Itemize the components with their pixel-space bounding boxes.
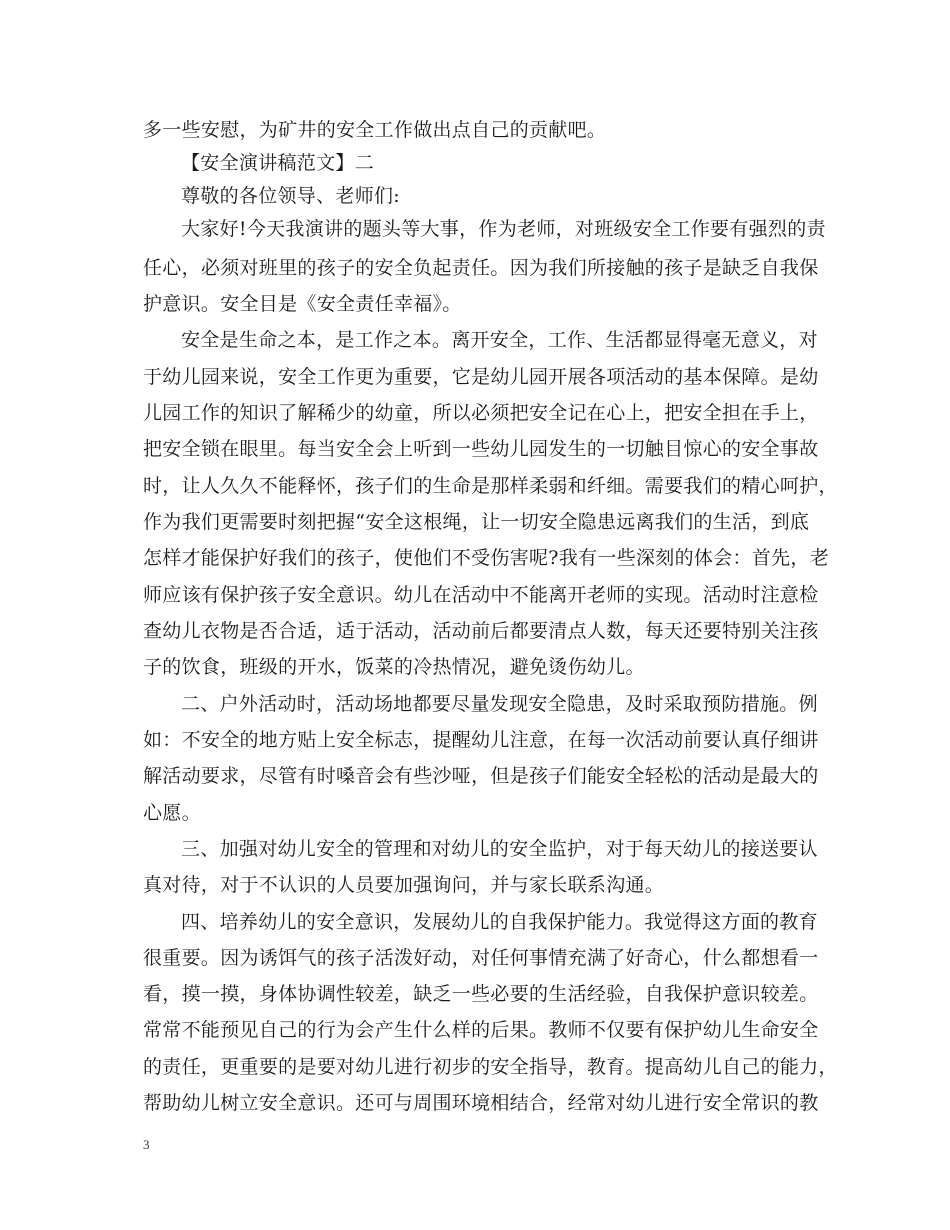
- text-line: 心愿。: [143, 802, 201, 824]
- text-line: 真对待，对于不认识的人员要加强询问，并与家长联系沟通。: [143, 874, 665, 896]
- text-line: 任心，必须对班里的孩子的安全负起责任。因为我们所接触的孩子是缺乏自我保: [143, 257, 819, 279]
- text-line: 的责任，更重要的是要对幼儿进行初步的安全指导，教育。提高幼儿自己的能力，: [143, 1056, 838, 1078]
- text-line: 帮助幼儿树立安全意识。还可与周围环境相结合，经常对幼儿进行安全常识的教: [143, 1092, 819, 1114]
- text-line: 查幼儿衣物是否合适，适于活动，活动前后都要清点人数，每天还要特别关注孩: [143, 620, 819, 642]
- text-line: 二、户外活动时，活动场地都要尽量发现安全隐患，及时采取预防措施。例: [181, 693, 818, 715]
- text-line: 儿园工作的知识了解稀少的幼童，所以必须把安全记在心上，把安全担在手上，: [143, 402, 819, 424]
- salutation: 尊敬的各位领导、老师们:: [181, 185, 401, 207]
- text-line: 怎样才能保护好我们的孩子，使他们不受伤害呢?我有一些深刻的体会：首先，老: [143, 547, 829, 569]
- text-line: 大家好!今天我演讲的题头等大事，作为老师，对班级安全工作要有强烈的责: [181, 218, 826, 240]
- text-line: 把安全锁在眼里。每当安全会上听到一些幼儿园发生的一切触目惊心的安全事故: [143, 438, 819, 460]
- text-line: 护意识。安全目是《安全责任幸福》。: [143, 293, 462, 315]
- text-line: 解活动要求，尽管有时嗓音会有些沙哑，但是孩子们能安全轻松的活动是最大的: [143, 765, 819, 787]
- text-line: 看，摸一摸，身体协调性较差，缺乏一些必要的生活经验，自我保护意识较差。: [143, 983, 819, 1005]
- section-heading: 【安全演讲稿范文】二: [181, 152, 375, 174]
- text-line: 多一些安慰，为矿井的安全工作做出点自己的贡献吧。: [143, 119, 607, 141]
- text-line: 常常不能预见自己的行为会产生什么样的后果。教师不仅要有保护幼儿生命安全: [143, 1019, 819, 1041]
- text-line: 作为我们更需要时刻把握“安全这根绳，让一切安全隐患远离我们的生活，到底: [143, 511, 810, 533]
- text-line: 师应该有保护孩子安全意识。幼儿在活动中不能离开老师的实现。活动时注意检: [143, 584, 819, 606]
- text-line: 四、培养幼儿的安全意识，发展幼儿的自我保护能力。我觉得这方面的教育: [181, 911, 818, 933]
- text-line: 如：不安全的地方贴上安全标志，提醒幼儿注意，在每一次活动前要认真仔细讲: [143, 729, 819, 751]
- text-line: 子的饮食，班级的开水，饭菜的冷热情况，避免烫伤幼儿。: [143, 656, 645, 678]
- page-number: 3: [143, 1137, 150, 1152]
- text-line: 很重要。因为诱饵气的孩子活泼好动，对任何事情充满了好奇心，什么都想看一: [143, 947, 819, 969]
- text-line: 于幼儿园来说，安全工作更为重要，它是幼儿园开展各项活动的基本保障。是幼: [143, 366, 819, 388]
- text-line: 三、加强对幼儿安全的管理和对幼儿的安全监护，对于每天幼儿的接送要认: [181, 838, 818, 860]
- text-line: 时，让人久久不能释怀，孩子们的生命是那样柔弱和纤细。需要我们的精心呵护，: [143, 475, 838, 497]
- text-line: 安全是生命之本，是工作之本。离开安全，工作、生活都显得毫无意义，对: [181, 329, 818, 351]
